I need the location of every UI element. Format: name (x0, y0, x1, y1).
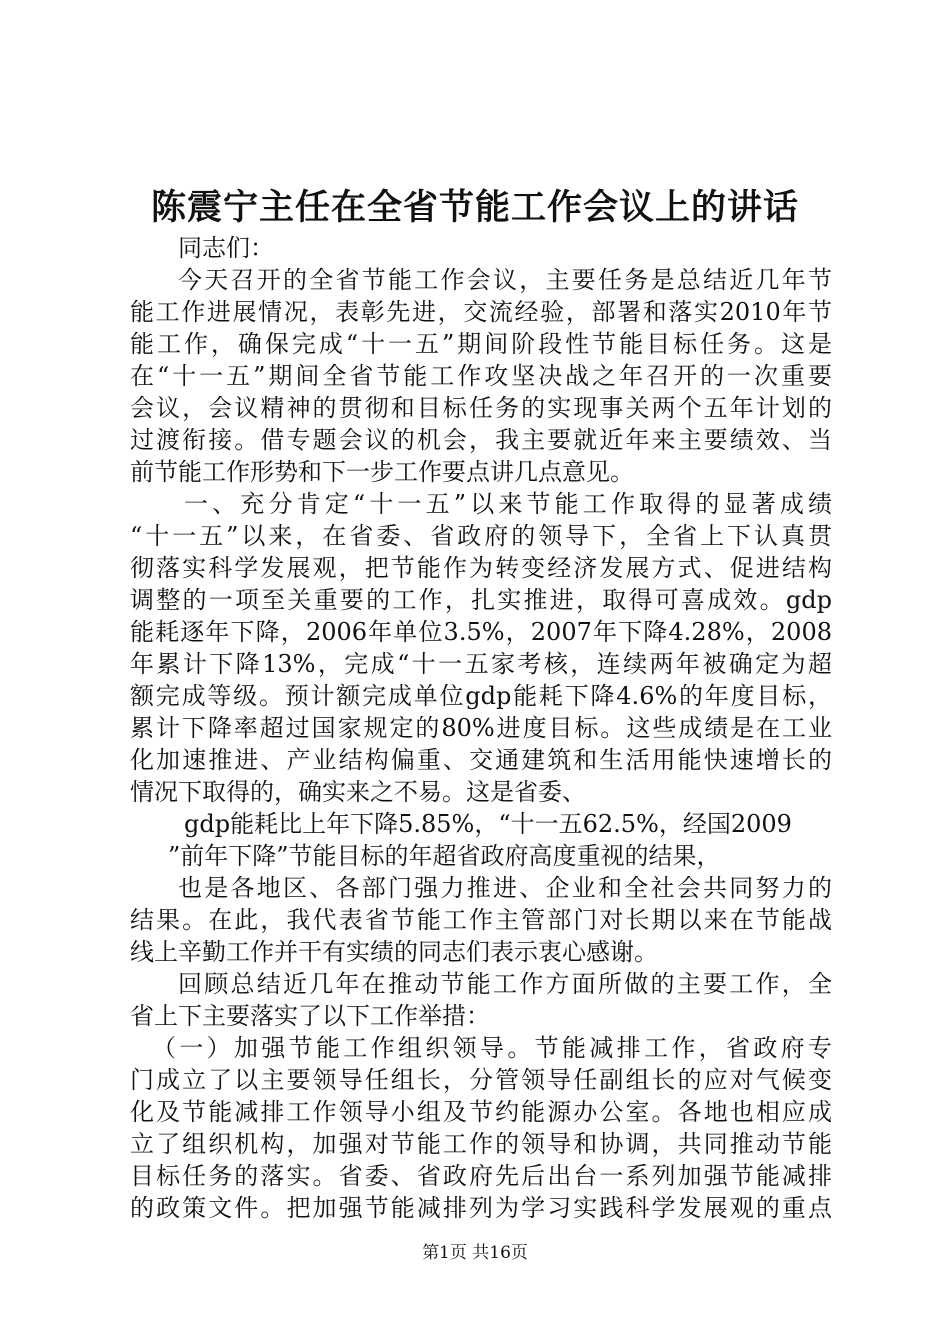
subsection-line: （一）加强节能工作组织领导。节能减排工作，省政府专 (152, 1034, 832, 1062)
body-line: 目标任务的落实。省委、省政府先后出台一系列加强节能减排 (130, 1162, 832, 1190)
body-line: 回顾总结近几年在推动节能工作方面所做的主要工作，全 (178, 970, 832, 998)
body-line: 年累计下降13%，完成“十一五家考核，连续两年被确定为超 (130, 650, 832, 678)
body-line: 彻落实科学发展观，把节能作为转变经济发展方式、促进结构 (130, 554, 832, 582)
body-line: 能工作进展情况，表彰先进，交流经验，部署和落实2010年节 (130, 298, 832, 326)
body-line: 省上下主要落实了以下工作举措： (130, 1002, 490, 1030)
body-line: gdp能耗比上年下降5.85%，“十一五62.5%，经国2009 (184, 810, 792, 838)
body-line: 在“十一五”期间全省节能工作攻坚决战之年召开的一次重要 (130, 362, 832, 390)
body-line: 前节能工作形势和下一步工作要点讲几点意见。 (130, 458, 634, 486)
body-line: 也是各地区、各部门强力推进、企业和全社会共同努力的 (178, 874, 832, 902)
document-body (130, 232, 832, 1224)
body-line: 立了组织机构，加强对节能工作的领导和协调，共同推动节能 (130, 1130, 832, 1158)
body-line: 化加速推进、产业结构偏重、交通建筑和生活用能快速增长的 (130, 746, 832, 774)
salutation: 同志们： (178, 234, 274, 262)
body-line: 能工作，确保完成“十一五”期间阶段性节能目标任务。这是 (130, 330, 832, 358)
body-line: 门成立了以主要领导任组长，分管领导任副组长的应对气候变 (130, 1066, 832, 1094)
body-line: 过渡衔接。借专题会议的机会，我主要就近年来主要绩效、当 (130, 426, 832, 454)
body-line: 能耗逐年下降，2006年单位3.5%，2007年下降4.28%，2008 (130, 618, 832, 646)
body-line: 化及节能减排工作领导小组及节约能源办公室。各地也相应成 (130, 1098, 832, 1126)
page-footer: 第1页 共16页 (422, 1243, 528, 1263)
body-line: ”前年下降”节能目标的年超省政府高度重视的结果， (168, 842, 721, 870)
document-title: 陈震宁主任在全省节能工作会议上的讲话 (150, 188, 799, 228)
body-line: 累计下降率超过国家规定的80%进度目标。这些成绩是在工业 (130, 714, 832, 742)
body-line: 额完成等级。预计额完成单位gdp能耗下降4.6%的年度目标， (130, 682, 832, 710)
body-line: 今天召开的全省节能工作会议，主要任务是总结近几年节 (178, 266, 832, 294)
body-line: 会议，会议精神的贯彻和目标任务的实现事关两个五年计划的 (130, 394, 832, 422)
body-line: 线上辛勤工作并干有实绩的同志们表示衷心感谢。 (130, 938, 658, 966)
body-line: “十一五”以来，在省委、省政府的领导下，全省上下认真贯 (130, 522, 832, 550)
body-line: 调整的一项至关重要的工作，扎实推进，取得可喜成效。gdp (130, 586, 832, 614)
body-line: 结果。在此，我代表省节能工作主管部门对长期以来在节能战 (130, 906, 832, 934)
section-heading: 一、充分肯定“十一五”以来节能工作取得的显著成绩 (184, 490, 832, 518)
body-line: 情况下取得的，确实来之不易。这是省委、 (130, 778, 586, 806)
body-line: 的政策文件。把加强节能减排列为学习实践科学发展观的重点 (130, 1194, 832, 1222)
